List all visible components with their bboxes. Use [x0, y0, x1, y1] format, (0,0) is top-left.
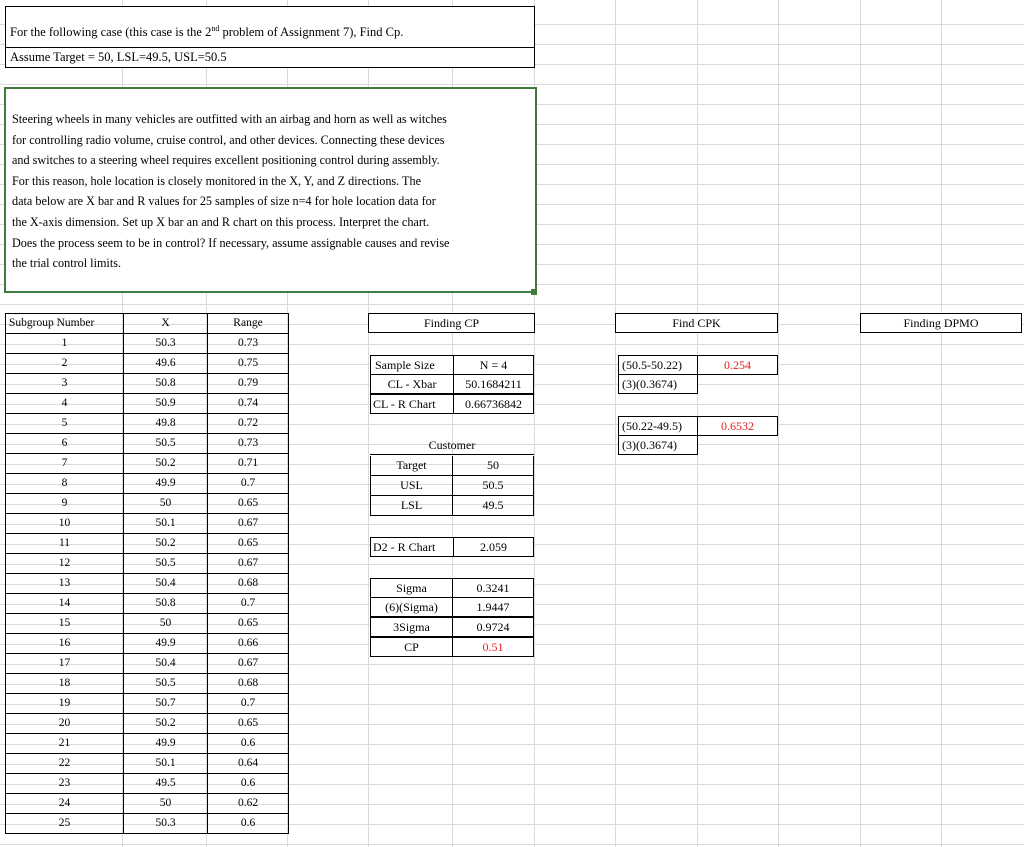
table-row	[6, 794, 289, 814]
table-header-row	[6, 314, 289, 334]
three-sigma-label: 3Sigma	[370, 617, 453, 637]
range-cell: 0.65	[208, 614, 289, 634]
subgroup-cell: 3	[6, 374, 124, 394]
sigma-label: Sigma	[370, 578, 453, 598]
table-row	[6, 334, 289, 354]
subgroup-cell: 23	[6, 774, 124, 794]
problem-line: and switches to a steering wheel requires excellent positioning control during assembly.	[12, 153, 440, 168]
x-cell: 50.3	[124, 814, 208, 834]
table-row	[6, 554, 289, 574]
table-row	[6, 734, 289, 754]
range-cell: 0.73	[208, 334, 289, 354]
x-cell: 50.5	[124, 554, 208, 574]
d2-label: D2 - R Chart	[370, 537, 454, 557]
range-cell: 0.75	[208, 354, 289, 374]
subgroup-cell: 14	[6, 594, 124, 614]
table-row	[6, 654, 289, 674]
lsl-value: 49.5	[453, 496, 534, 516]
header-x: X	[124, 314, 208, 334]
problem-line: the trial control limits.	[12, 256, 121, 271]
x-cell: 49.9	[124, 734, 208, 754]
usl-value: 50.5	[453, 476, 534, 496]
usl-label: USL	[370, 476, 453, 496]
x-cell: 50.4	[124, 574, 208, 594]
table-row	[6, 354, 289, 374]
x-cell: 50.4	[124, 654, 208, 674]
problem-text-box[interactable]	[4, 87, 537, 293]
table-row	[6, 694, 289, 714]
intro-line-2: Assume Target = 50, LSL=49.5, USL=50.5	[5, 47, 535, 68]
cpk-upper-denominator: (3)(0.3674)	[618, 374, 698, 394]
table-row	[6, 674, 289, 694]
cl-r-value: 0.66736842	[453, 394, 534, 414]
subgroup-cell: 20	[6, 714, 124, 734]
lsl-label: LSL	[370, 496, 453, 516]
range-cell: 0.71	[208, 454, 289, 474]
range-cell: 0.7	[208, 694, 289, 714]
cpk-upper-value: 0.254	[697, 355, 778, 375]
table-row	[6, 574, 289, 594]
range-cell: 0.64	[208, 754, 289, 774]
subgroup-cell: 9	[6, 494, 124, 514]
subgroup-cell: 10	[6, 514, 124, 534]
sigma-value: 0.3241	[452, 578, 534, 598]
table-row	[6, 474, 289, 494]
x-cell: 50.7	[124, 694, 208, 714]
range-cell: 0.66	[208, 634, 289, 654]
table-row	[6, 374, 289, 394]
subgroup-cell: 17	[6, 654, 124, 674]
range-cell: 0.67	[208, 554, 289, 574]
range-cell: 0.65	[208, 534, 289, 554]
subgroup-cell: 19	[6, 694, 124, 714]
subgroup-cell: 11	[6, 534, 124, 554]
finding-cp-title: Finding CP	[368, 313, 535, 333]
range-cell: 0.6	[208, 814, 289, 834]
subgroup-cell: 12	[6, 554, 124, 574]
cpk-lower-value: 0.6532	[697, 416, 778, 436]
x-cell: 50.5	[124, 674, 208, 694]
range-cell: 0.7	[208, 474, 289, 494]
subgroup-cell: 7	[6, 454, 124, 474]
x-cell: 50.9	[124, 394, 208, 414]
six-sigma-label: (6)(Sigma)	[370, 597, 453, 617]
subgroup-cell: 16	[6, 634, 124, 654]
x-cell: 50	[124, 614, 208, 634]
range-cell: 0.72	[208, 414, 289, 434]
x-cell: 50.2	[124, 714, 208, 734]
range-cell: 0.7	[208, 594, 289, 614]
header-range: Range	[208, 314, 289, 334]
range-cell: 0.68	[208, 574, 289, 594]
range-cell: 0.65	[208, 714, 289, 734]
subgroup-cell: 21	[6, 734, 124, 754]
x-cell: 50.8	[124, 594, 208, 614]
table-row	[6, 774, 289, 794]
table-row	[6, 714, 289, 734]
range-cell: 0.73	[208, 434, 289, 454]
x-cell: 49.5	[124, 774, 208, 794]
x-cell: 50	[124, 494, 208, 514]
three-sigma-value: 0.9724	[452, 617, 534, 637]
subgroup-cell: 2	[6, 354, 124, 374]
subgroup-cell: 22	[6, 754, 124, 774]
x-cell: 50.1	[124, 514, 208, 534]
x-cell: 50.2	[124, 534, 208, 554]
problem-line: Steering wheels in many vehicles are outfitted with an airbag and horn as well as witches	[12, 112, 447, 126]
x-cell: 50.2	[124, 454, 208, 474]
table-row	[6, 614, 289, 634]
resize-handle[interactable]	[531, 289, 537, 295]
subgroup-cell: 8	[6, 474, 124, 494]
sample-size-label: Sample Size	[370, 355, 454, 375]
cl-xbar-value: 50.1684211	[453, 374, 534, 394]
six-sigma-value: 1.9447	[452, 597, 534, 617]
subgroup-cell: 24	[6, 794, 124, 814]
x-cell: 50.1	[124, 754, 208, 774]
intro-line-1: For the following case (this case is the 2nd problem of Assignment 7), Find Cp.	[5, 6, 535, 48]
range-cell: 0.67	[208, 654, 289, 674]
cpk-lower-denominator: (3)(0.3674)	[618, 435, 698, 455]
cp-value: 0.51	[452, 637, 534, 657]
range-cell: 0.62	[208, 794, 289, 814]
cl-r-label: CL - R Chart	[370, 394, 454, 414]
range-cell: 0.79	[208, 374, 289, 394]
x-cell: 50	[124, 794, 208, 814]
problem-line: data below are X bar and R values for 25 samples of size n=4 for hole location data for	[12, 194, 436, 209]
range-cell: 0.74	[208, 394, 289, 414]
customer-label: Customer	[370, 436, 534, 455]
subgroup-cell: 1	[6, 334, 124, 354]
table-row	[6, 434, 289, 454]
range-cell: 0.67	[208, 514, 289, 534]
problem-line: For this reason, hole location is closely monitored in the X, Y, and Z directions. The	[12, 173, 421, 188]
range-cell: 0.6	[208, 774, 289, 794]
range-cell: 0.6	[208, 734, 289, 754]
table-row	[6, 814, 289, 834]
problem-line: Does the process seem to be in control? If necessary, assume assignable causes and revise	[12, 235, 450, 250]
target-label: Target	[370, 456, 453, 476]
x-cell: 50.5	[124, 434, 208, 454]
subgroup-cell: 15	[6, 614, 124, 634]
data-table	[5, 313, 289, 834]
table-row	[6, 414, 289, 434]
cpk-lower-numerator: (50.22-49.5)	[618, 416, 698, 436]
problem-line: for controlling radio volume, cruise control, and other devices. Connecting these devices	[12, 132, 445, 147]
finding-dpmo-title: Finding DPMO	[860, 313, 1022, 333]
cp-label: CP	[370, 637, 453, 657]
x-cell: 50.8	[124, 374, 208, 394]
subgroup-cell: 6	[6, 434, 124, 454]
x-cell: 49.9	[124, 474, 208, 494]
cl-xbar-label: CL - Xbar	[370, 374, 454, 394]
sample-size-value: N = 4	[453, 355, 534, 375]
subgroup-cell: 13	[6, 574, 124, 594]
table-row	[6, 594, 289, 614]
x-cell: 49.8	[124, 414, 208, 434]
problem-line: the X-axis dimension. Set up X bar an and R chart on this process. Interpret the chart.	[12, 214, 430, 229]
cpk-upper-numerator: (50.5-50.22)	[618, 355, 698, 375]
x-cell: 50.3	[124, 334, 208, 354]
find-cpk-title: Find CPK	[615, 313, 778, 333]
x-cell: 49.6	[124, 354, 208, 374]
subgroup-cell: 25	[6, 814, 124, 834]
target-value: 50	[453, 456, 534, 476]
subgroup-cell: 4	[6, 394, 124, 414]
d2-value: 2.059	[453, 537, 534, 557]
x-cell: 49.9	[124, 634, 208, 654]
range-cell: 0.68	[208, 674, 289, 694]
table-row	[6, 534, 289, 554]
table-row	[6, 394, 289, 414]
range-cell: 0.65	[208, 494, 289, 514]
subgroup-cell: 18	[6, 674, 124, 694]
table-row	[6, 514, 289, 534]
table-row	[6, 634, 289, 654]
table-row	[6, 754, 289, 774]
subgroup-cell: 5	[6, 414, 124, 434]
header-subgroup: Subgroup Number	[6, 314, 124, 334]
table-row	[6, 494, 289, 514]
table-row	[6, 454, 289, 474]
